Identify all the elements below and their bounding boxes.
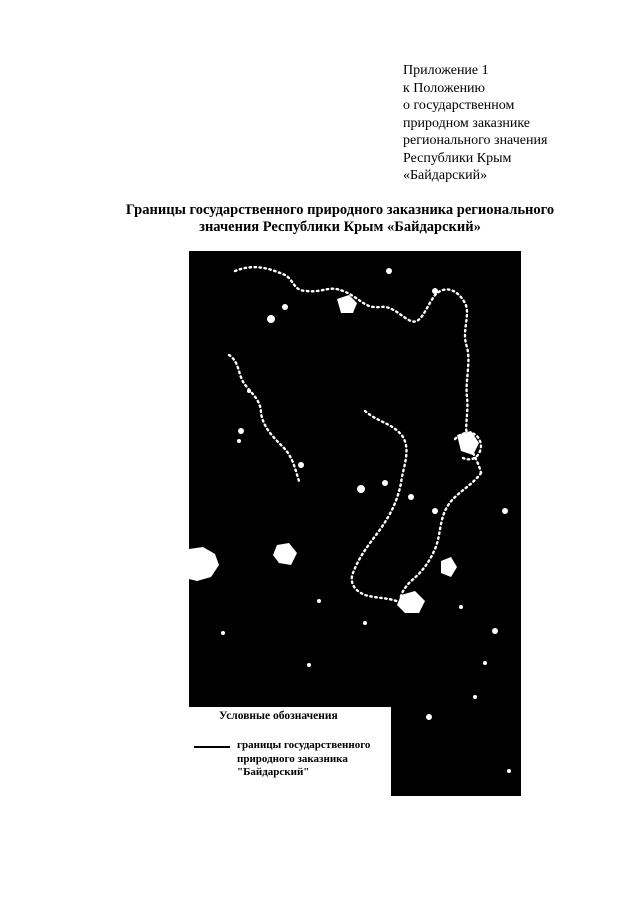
terrain-speck	[502, 508, 508, 514]
legend-item-line: границы государственного	[237, 739, 371, 751]
terrain-patch-west	[189, 547, 219, 581]
terrain-speck	[382, 480, 388, 486]
boundary-segment-west	[229, 355, 299, 481]
appendix-caption	[403, 62, 633, 185]
terrain-speck	[238, 428, 244, 434]
appendix-line: Республики Крым	[403, 150, 512, 166]
terrain-speck	[221, 631, 225, 635]
legend-item-line: природного заказника	[237, 752, 348, 765]
terrain-speck	[507, 769, 511, 773]
appendix-line: о государственном	[403, 98, 515, 113]
terrain-speck	[432, 288, 438, 294]
terrain-speck	[357, 485, 365, 493]
terrain-speck	[426, 714, 432, 720]
terrain-speck	[282, 304, 288, 310]
terrain-speck	[483, 661, 487, 665]
legend-item-line: "Байдарский"	[237, 766, 310, 778]
legend-item-label	[237, 739, 389, 780]
terrain-speck	[492, 628, 498, 634]
terrain-speck	[307, 663, 311, 667]
terrain-speck	[459, 605, 463, 609]
terrain-speck	[267, 315, 275, 323]
legend-boundary-line-symbol	[194, 746, 230, 748]
document-title	[80, 202, 600, 236]
appendix-line: природном заказнике	[403, 115, 531, 131]
satellite-map	[189, 251, 521, 796]
boundary-segment-east	[400, 473, 481, 603]
terrain-speck	[473, 695, 477, 699]
terrain-speck	[386, 268, 392, 274]
terrain-speck	[298, 462, 304, 468]
terrain-patches	[189, 268, 511, 773]
appendix-line: к Положению	[403, 80, 486, 96]
map-legend	[189, 707, 391, 796]
appendix-line: регионального значения	[403, 133, 548, 148]
terrain-patch-east	[441, 557, 457, 577]
terrain-speck	[408, 494, 414, 500]
appendix-line: «Байдарский»	[403, 168, 488, 183]
boundary-segment-inner	[352, 411, 407, 603]
appendix-line: Приложение 1	[403, 63, 489, 78]
terrain-speck	[363, 621, 367, 625]
legend-title: Условные обозначения	[219, 710, 338, 722]
terrain-patch-center	[273, 543, 297, 565]
title-line-1: Границы государственного природного заказника регионального	[125, 202, 555, 218]
reserve-boundary	[229, 267, 481, 603]
boundary-segment-north	[235, 267, 481, 473]
terrain-speck	[237, 439, 241, 443]
title-line-2: значения Республики Крым «Байдарский»	[199, 219, 481, 235]
terrain-speck	[317, 599, 321, 603]
terrain-speck	[432, 508, 438, 514]
